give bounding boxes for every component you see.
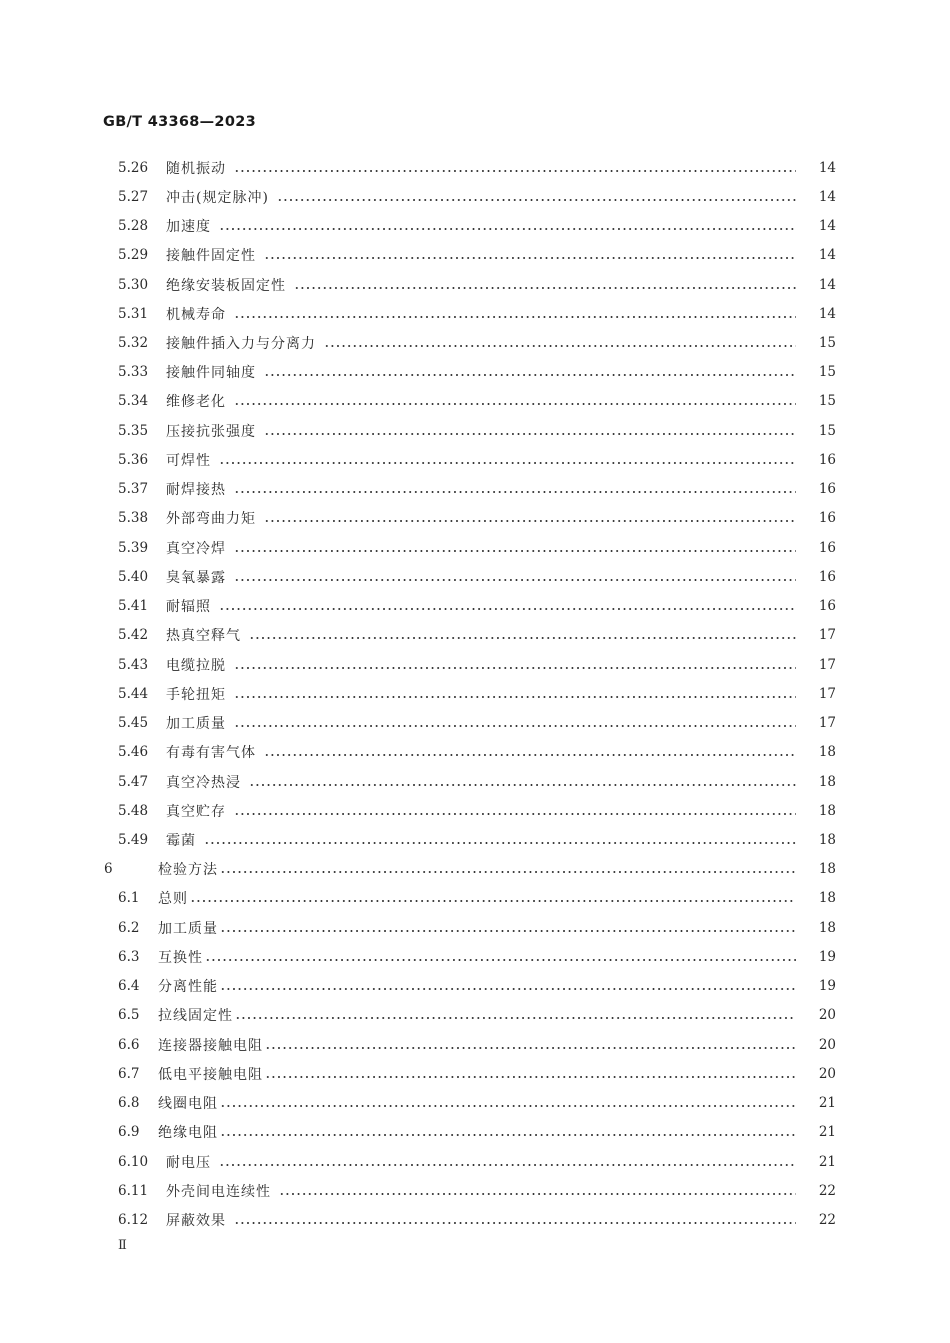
toc-entry[interactable] (0, 650, 950, 679)
toc-entry[interactable] (0, 182, 950, 211)
toc-dot-leader (234, 667, 796, 669)
toc-entry-number: 6.4 (118, 978, 140, 995)
toc-entry[interactable] (0, 328, 950, 357)
toc-dot-leader (220, 988, 796, 990)
toc-dot-leader (265, 1076, 796, 1078)
toc-entry[interactable] (0, 679, 950, 708)
toc-dot-leader (235, 1017, 796, 1019)
toc-entry[interactable] (0, 533, 950, 562)
toc-entry[interactable] (0, 796, 950, 825)
toc-dot-leader (234, 170, 796, 172)
toc-entry-number: 6.2 (118, 919, 140, 936)
toc-entry[interactable] (0, 592, 950, 621)
toc-entry[interactable] (0, 153, 950, 182)
toc-entry-page: 14 (818, 305, 836, 322)
toc-entry[interactable] (0, 299, 950, 328)
toc-entry-number: 6.9 (118, 1124, 140, 1141)
toc-entry-page: 22 (818, 1182, 836, 1199)
toc-entry-number: 5.32 (118, 335, 149, 352)
toc-entry-page: 18 (818, 802, 836, 819)
standard-code-header: GB/T 43368—2023 (103, 114, 256, 130)
toc-entry-title: 压接抗张强度 (166, 423, 256, 440)
toc-entry-number: 5.48 (118, 802, 149, 819)
toc-dot-leader (277, 199, 796, 201)
toc-entry[interactable] (0, 241, 950, 270)
toc-dot-leader (264, 374, 796, 376)
toc-entry-title: 真空冷热浸 (166, 774, 241, 791)
toc-entry-page: 14 (818, 247, 836, 264)
toc-entry-page: 18 (818, 919, 836, 936)
toc-entry[interactable] (0, 708, 950, 737)
toc-entry-number: 5.42 (118, 627, 149, 644)
toc-entry-title: 随机振动 (166, 160, 226, 177)
toc-dot-leader (219, 228, 796, 230)
toc-dot-leader (219, 1164, 796, 1166)
toc-dot-leader (220, 930, 796, 932)
toc-entry-number: 5.29 (118, 247, 149, 264)
toc-entry-page: 15 (818, 422, 836, 439)
toc-entry-title: 真空冷焊 (166, 540, 226, 557)
toc-entry[interactable] (0, 1059, 950, 1088)
toc-entry[interactable] (0, 1176, 950, 1205)
toc-entry[interactable] (0, 825, 950, 854)
toc-entry-number: 6.3 (118, 948, 140, 965)
toc-dot-leader (265, 1047, 796, 1049)
toc-entry-number: 6.6 (118, 1036, 140, 1053)
toc-entry-title: 加速度 (166, 219, 211, 236)
toc-entry-page: 14 (818, 159, 836, 176)
toc-entry[interactable] (0, 884, 950, 913)
toc-dot-leader (264, 754, 796, 756)
toc-entry[interactable] (0, 1089, 950, 1118)
toc-entry-page: 14 (818, 188, 836, 205)
toc-entry-number: 6.8 (118, 1095, 140, 1112)
toc-entry[interactable] (0, 738, 950, 767)
toc-entry-title: 机械寿命 (166, 306, 226, 323)
toc-entry[interactable] (0, 913, 950, 942)
toc-entry-title: 低电平接触电阻 (158, 1066, 263, 1083)
toc-entry[interactable] (0, 562, 950, 591)
toc-entry[interactable] (0, 1030, 950, 1059)
toc-entry[interactable] (0, 445, 950, 474)
toc-entry-number: 5.41 (118, 598, 149, 615)
toc-entry-title: 耐焊接热 (166, 482, 226, 499)
toc-entry-page: 17 (818, 627, 836, 644)
toc-entry[interactable] (0, 855, 950, 884)
toc-entry-page: 17 (818, 715, 836, 732)
toc-dot-leader (249, 637, 796, 639)
toc-entry-page: 16 (818, 481, 836, 498)
toc-entry-title: 检验方法 (158, 862, 218, 879)
toc-entry[interactable] (0, 621, 950, 650)
toc-entry-number: 6 (104, 861, 113, 878)
toc-dot-leader (234, 403, 796, 405)
toc-entry-page: 18 (818, 832, 836, 848)
toc-entry-page: 16 (818, 510, 836, 527)
toc-entry-number: 6.12 (118, 1212, 149, 1229)
toc-entry-title: 耐电压 (166, 1154, 211, 1171)
toc-entry-title: 可焊性 (166, 452, 211, 469)
toc-entry-page: 16 (818, 568, 836, 585)
toc-entry-title: 屏蔽效果 (166, 1213, 226, 1230)
toc-dot-leader (324, 345, 796, 347)
toc-entry-page: 21 (818, 1124, 836, 1141)
toc-entry[interactable] (0, 972, 950, 1001)
toc-entry-title: 分离性能 (158, 979, 218, 996)
toc-entry-title: 加工质量 (166, 716, 226, 733)
toc-entry-title: 接触件固定性 (166, 248, 256, 265)
toc-entry-number: 5.38 (118, 510, 149, 527)
toc-entry-page: 22 (818, 1212, 836, 1229)
toc-entry-title: 热真空释气 (166, 628, 241, 645)
toc-dot-leader (264, 257, 796, 259)
toc-dot-leader (249, 784, 796, 786)
toc-entry-number: 5.44 (118, 685, 149, 702)
toc-entry-page: 15 (818, 393, 836, 410)
toc-entry-title: 臭氧暴露 (166, 569, 226, 586)
toc-entry-page: 19 (818, 948, 836, 965)
toc-entry-page: 18 (818, 773, 836, 790)
toc-entry-number: 5.45 (118, 715, 149, 732)
toc-entry-page: 17 (818, 656, 836, 673)
toc-entry-title: 加工质量 (158, 920, 218, 937)
toc-entry[interactable] (0, 942, 950, 971)
toc-dot-leader (190, 900, 796, 902)
toc-entry-number: 6.10 (118, 1153, 149, 1170)
toc-entry-number: 6.5 (118, 1007, 140, 1024)
toc-entry-number: 5.46 (118, 744, 149, 761)
toc-entry[interactable] (0, 211, 950, 240)
toc-dot-leader (220, 1105, 796, 1107)
toc-entry-number: 5.28 (118, 218, 149, 235)
toc-dot-leader (234, 316, 796, 318)
toc-entry-page: 20 (818, 1036, 836, 1053)
toc-entry-number: 5.43 (118, 656, 149, 673)
toc-entry-title: 外壳间电连续性 (166, 1183, 271, 1200)
toc-entry[interactable] (0, 358, 950, 387)
toc-dot-leader (234, 813, 796, 815)
toc-entry[interactable] (0, 1118, 950, 1147)
toc-entry-title: 连接器接触电阻 (158, 1037, 263, 1054)
toc-entry[interactable] (0, 767, 950, 796)
toc-entry-page: 15 (818, 335, 836, 352)
toc-entry-number: 6.11 (118, 1182, 149, 1199)
toc-entry-title: 电缆拉脱 (166, 657, 226, 674)
toc-dot-leader (219, 608, 796, 610)
toc-entry-number: 5.31 (118, 305, 149, 322)
toc-entry-title: 绝缘安装板固定性 (166, 277, 286, 294)
toc-entry-page: 20 (818, 1007, 836, 1024)
toc-entry[interactable] (0, 270, 950, 299)
toc-entry-page: 21 (818, 1153, 836, 1170)
toc-entry[interactable] (0, 416, 950, 445)
toc-entry-page: 18 (818, 861, 836, 878)
toc-entry-number: 5.49 (118, 832, 149, 848)
toc-entry-page: 16 (818, 539, 836, 556)
toc-entry[interactable] (0, 504, 950, 533)
toc-entry-page: 14 (818, 218, 836, 235)
toc-entry-title: 拉线固定性 (158, 1008, 233, 1025)
toc-entry-page: 16 (818, 451, 836, 468)
toc-entry-title: 接触件同轴度 (166, 365, 256, 382)
toc-entry-title: 冲击(规定脉冲) (166, 189, 269, 206)
toc-entry-page: 20 (818, 1065, 836, 1082)
toc-entry-page: 21 (818, 1095, 836, 1112)
toc-dot-leader (234, 491, 796, 493)
toc-entry-title: 总则 (158, 891, 188, 908)
toc-entry-title: 绝缘电阻 (158, 1125, 218, 1142)
toc-entry[interactable] (0, 1205, 950, 1234)
toc-entry-title: 线圈电阻 (158, 1096, 218, 1113)
toc-entry-page: 15 (818, 364, 836, 381)
toc-dot-leader (234, 1222, 796, 1224)
toc-entry[interactable] (0, 1147, 950, 1176)
toc-entry-title: 霉菌 (166, 833, 196, 849)
toc-entry-title: 耐辐照 (166, 599, 211, 616)
toc-entry-title: 互换性 (158, 949, 203, 966)
toc-entry-number: 5.34 (118, 393, 149, 410)
toc-entry-number: 5.35 (118, 422, 149, 439)
toc-entry-number: 5.47 (118, 773, 149, 790)
table-of-contents (0, 153, 950, 1235)
toc-entry-title: 手轮扭矩 (166, 686, 226, 703)
toc-dot-leader (294, 287, 796, 289)
toc-dot-leader (204, 842, 796, 844)
toc-entry-number: 5.33 (118, 364, 149, 381)
toc-dot-leader (234, 725, 796, 727)
toc-entry[interactable] (0, 1001, 950, 1030)
toc-entry-title: 外部弯曲力矩 (166, 511, 256, 528)
toc-entry-page: 16 (818, 598, 836, 615)
toc-dot-leader (219, 462, 796, 464)
toc-entry[interactable] (0, 475, 950, 504)
toc-entry[interactable] (0, 387, 950, 416)
toc-entry-page: 17 (818, 685, 836, 702)
toc-entry-page: 19 (818, 978, 836, 995)
toc-dot-leader (264, 520, 796, 522)
toc-dot-leader (234, 550, 796, 552)
toc-dot-leader (205, 959, 796, 961)
toc-entry-title: 维修老化 (166, 394, 226, 411)
toc-dot-leader (279, 1193, 796, 1195)
toc-entry-page: 18 (818, 890, 836, 907)
toc-entry-number: 6.7 (118, 1065, 140, 1082)
toc-entry-number: 5.39 (118, 539, 149, 556)
toc-dot-leader (220, 871, 796, 873)
toc-dot-leader (264, 433, 796, 435)
toc-entry-number: 6.1 (118, 890, 140, 907)
toc-entry-number: 5.30 (118, 276, 149, 293)
toc-entry-number: 5.40 (118, 568, 149, 585)
toc-entry-title: 真空贮存 (166, 803, 226, 820)
page-number-footer: Ⅱ (118, 1238, 127, 1253)
toc-entry-number: 5.37 (118, 481, 149, 498)
toc-dot-leader (220, 1134, 796, 1136)
toc-dot-leader (234, 579, 796, 581)
toc-entry-number: 5.26 (118, 159, 149, 176)
toc-entry-number: 5.27 (118, 188, 149, 205)
toc-entry-page: 14 (818, 276, 836, 293)
toc-entry-number: 5.36 (118, 451, 149, 468)
toc-entry-page: 18 (818, 744, 836, 761)
toc-entry-title: 接触件插入力与分离力 (166, 336, 316, 353)
toc-dot-leader (234, 696, 796, 698)
toc-entry-title: 有毒有害气体 (166, 745, 256, 762)
